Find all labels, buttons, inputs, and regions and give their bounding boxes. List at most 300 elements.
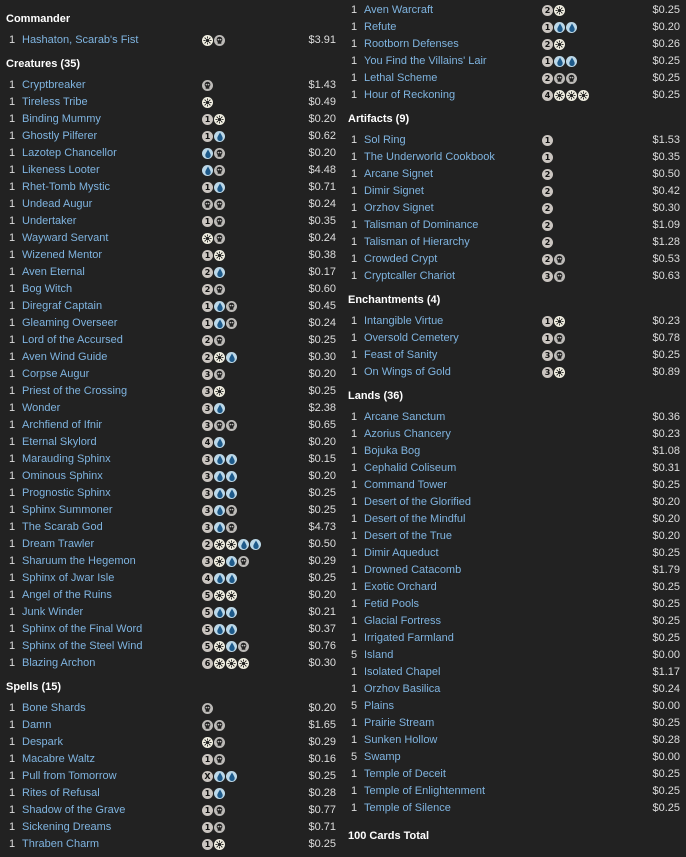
card-price: $0.25	[652, 717, 680, 729]
card-price: $0.00	[652, 700, 680, 712]
mana-cost	[202, 148, 225, 159]
card-name-link[interactable]: Undead Augur	[22, 198, 93, 210]
black-mana-icon	[214, 284, 225, 295]
card-qty: 1	[9, 164, 16, 176]
generic-mana-icon: 5	[202, 641, 213, 652]
section-heading: Enchantments (4)	[348, 294, 441, 306]
card-row	[0, 570, 342, 587]
card-price: $0.78	[652, 332, 680, 344]
card-name-link[interactable]: Cephalid Coliseum	[364, 462, 457, 474]
card-name-link[interactable]: Plains	[364, 700, 394, 712]
mana-cost	[542, 169, 553, 180]
card-name-link[interactable]: Damn	[22, 719, 52, 731]
card-qty: 1	[351, 496, 358, 508]
card-row	[0, 519, 342, 536]
card-name-link[interactable]: Orzhov Signet	[364, 202, 434, 214]
card-name-link[interactable]: Thraben Charm	[22, 838, 100, 850]
mana-cost	[202, 114, 225, 125]
blue-mana-icon	[202, 165, 213, 176]
card-qty: 1	[351, 270, 358, 282]
black-mana-icon	[226, 318, 237, 329]
card-name-link[interactable]: Ominous Sphinx	[22, 470, 103, 482]
generic-mana-icon: 1	[202, 250, 213, 261]
card-name-link[interactable]: Wayward Servant	[22, 232, 109, 244]
generic-mana-icon: 2	[542, 254, 553, 265]
card-row	[342, 364, 686, 381]
card-qty: 1	[9, 266, 16, 278]
card-qty: 1	[9, 402, 16, 414]
card-qty: 1	[9, 770, 16, 782]
blue-mana-icon	[214, 454, 225, 465]
generic-mana-icon: 1	[202, 216, 213, 227]
card-name-link[interactable]: Exotic Orchard	[364, 581, 437, 593]
card-price: $0.25	[652, 349, 680, 361]
card-name-link[interactable]: Corpse Augur	[22, 368, 90, 380]
black-mana-icon	[214, 420, 225, 431]
mana-cost	[202, 352, 237, 363]
card-price: $0.25	[652, 785, 680, 797]
mana-cost	[542, 203, 553, 214]
generic-mana-icon: 3	[202, 386, 213, 397]
card-qty: 1	[351, 428, 358, 440]
card-row	[0, 553, 342, 570]
card-row	[342, 251, 686, 268]
card-name-link[interactable]: Temple of Silence	[364, 802, 451, 814]
card-name-link[interactable]: Undertaker	[22, 215, 77, 227]
card-name-link[interactable]: Junk Winder	[22, 606, 84, 618]
card-price: $0.63	[652, 270, 680, 282]
generic-mana-icon: 3	[542, 367, 553, 378]
card-qty: 1	[9, 804, 16, 816]
generic-mana-icon: 2	[202, 352, 213, 363]
card-qty: 1	[9, 283, 16, 295]
mana-cost	[202, 182, 225, 193]
generic-mana-icon: 3	[202, 403, 213, 414]
card-row	[342, 268, 686, 285]
card-name-link[interactable]: Sphinx of the Final Word	[22, 623, 143, 635]
card-row	[342, 545, 686, 562]
card-row	[0, 400, 342, 417]
mana-cost	[202, 573, 237, 584]
mana-cost	[202, 590, 237, 601]
card-qty: 1	[9, 181, 16, 193]
card-price: $0.38	[308, 249, 336, 261]
section-heading: Commander	[6, 13, 71, 25]
card-row	[0, 264, 342, 281]
black-mana-icon	[554, 254, 565, 265]
white-mana-icon	[214, 352, 225, 363]
card-name-link[interactable]: Bojuka Bog	[364, 445, 421, 457]
blue-mana-icon	[566, 22, 577, 33]
card-qty: 1	[9, 79, 16, 91]
mana-cost	[542, 220, 553, 231]
card-name-link[interactable]: Shadow of the Grave	[22, 804, 126, 816]
card-qty: 1	[351, 89, 358, 101]
white-mana-icon	[578, 90, 589, 101]
card-qty: 1	[351, 4, 358, 16]
blue-mana-icon	[554, 22, 565, 33]
card-row	[342, 149, 686, 166]
card-qty: 1	[351, 411, 358, 423]
card-row	[342, 132, 686, 149]
mana-cost	[202, 607, 237, 618]
generic-mana-icon: 2	[542, 39, 553, 50]
card-row	[342, 53, 686, 70]
card-qty: 1	[351, 332, 358, 344]
mana-cost	[202, 641, 249, 652]
generic-mana-icon: 3	[202, 454, 213, 465]
card-qty: 1	[351, 38, 358, 50]
card-price: $0.24	[308, 198, 336, 210]
card-name-link[interactable]: Drowned Catacomb	[364, 564, 462, 576]
card-name-link[interactable]: Aven Warcraft	[364, 4, 434, 16]
mana-cost	[202, 199, 225, 210]
card-price: $0.24	[308, 317, 336, 329]
card-row	[0, 604, 342, 621]
card-row	[0, 332, 342, 349]
card-name-link[interactable]: Prognostic Sphinx	[22, 487, 111, 499]
mana-cost	[542, 39, 565, 50]
card-row	[342, 494, 686, 511]
card-name-link[interactable]: Cryptbreaker	[22, 79, 86, 91]
card-row	[0, 502, 342, 519]
card-row	[0, 315, 342, 332]
card-name-link[interactable]: Wizened Mentor	[22, 249, 103, 261]
card-name-link[interactable]: Crowded Crypt	[364, 253, 438, 265]
card-name-link[interactable]: Dream Trawler	[22, 538, 95, 550]
card-name-link[interactable]: Macabre Waltz	[22, 753, 95, 765]
generic-mana-icon: 3	[542, 271, 553, 282]
card-name-link[interactable]: Island	[364, 649, 394, 661]
card-price: $0.50	[308, 538, 336, 550]
blue-mana-icon	[226, 624, 237, 635]
card-name-link[interactable]: Arcane Sanctum	[364, 411, 446, 423]
mana-cost	[202, 771, 237, 782]
card-name-link[interactable]: Aven Wind Guide	[22, 351, 108, 363]
generic-mana-icon: 1	[202, 754, 213, 765]
card-name-link[interactable]: You Find the Villains' Lair	[364, 55, 487, 67]
card-name-link[interactable]: Sharuum the Hegemon	[22, 555, 136, 567]
card-name-link[interactable]: Prairie Stream	[364, 717, 435, 729]
card-name-link[interactable]: Gleaming Overseer	[22, 317, 118, 329]
card-name-link[interactable]: Oversold Cemetery	[364, 332, 459, 344]
blue-mana-icon	[566, 56, 577, 67]
card-qty: 1	[9, 538, 16, 550]
mana-cost	[202, 369, 225, 380]
card-row	[342, 664, 686, 681]
card-name-link[interactable]: Irrigated Farmland	[364, 632, 454, 644]
generic-mana-icon: 3	[202, 522, 213, 533]
card-name-link[interactable]: Wonder	[22, 402, 61, 414]
mana-cost	[202, 488, 237, 499]
card-price: $0.30	[308, 657, 336, 669]
generic-mana-icon: 1	[202, 822, 213, 833]
card-qty: 1	[9, 640, 16, 652]
card-qty: 1	[9, 470, 16, 482]
card-qty: 5	[351, 649, 358, 661]
card-qty: 1	[351, 581, 358, 593]
mana-cost	[202, 335, 225, 346]
card-name-link[interactable]: Fetid Pools	[364, 598, 420, 610]
card-name-link[interactable]: Diregraf Captain	[22, 300, 103, 312]
card-price: $0.25	[652, 768, 680, 780]
card-name-link[interactable]: Sphinx of Jwar Isle	[22, 572, 115, 584]
card-price: $0.35	[652, 151, 680, 163]
card-qty: 1	[351, 717, 358, 729]
blue-mana-icon	[250, 539, 261, 550]
card-price: $0.20	[308, 147, 336, 159]
card-price: $1.53	[652, 134, 680, 146]
card-qty: 1	[351, 530, 358, 542]
card-price: $0.20	[652, 530, 680, 542]
card-name-link[interactable]: Angel of the Ruins	[22, 589, 112, 601]
card-qty: 1	[9, 113, 16, 125]
card-qty: 1	[9, 215, 16, 227]
card-qty: 1	[351, 632, 358, 644]
card-name-link[interactable]: Marauding Sphinx	[22, 453, 111, 465]
card-name-link[interactable]: Bone Shards	[22, 702, 86, 714]
card-price: $0.71	[308, 181, 336, 193]
card-name-link[interactable]: Rhet-Tomb Mystic	[22, 181, 111, 193]
black-mana-icon	[214, 233, 225, 244]
card-row	[342, 460, 686, 477]
card-name-link[interactable]: Rootborn Defenses	[364, 38, 459, 50]
card-row	[342, 166, 686, 183]
generic-mana-icon: 1	[202, 839, 213, 850]
mana-cost	[202, 318, 237, 329]
generic-mana-icon: 1	[542, 316, 553, 327]
card-row	[342, 217, 686, 234]
card-name-link[interactable]: Aven Eternal	[22, 266, 85, 278]
blue-mana-icon	[214, 573, 225, 584]
card-price: $1.65	[308, 719, 336, 731]
generic-mana-icon: 1	[202, 131, 213, 142]
card-price: $0.20	[308, 702, 336, 714]
card-row	[342, 330, 686, 347]
section-heading: Lands (36)	[348, 390, 404, 402]
mana-cost	[202, 522, 237, 533]
card-row	[342, 715, 686, 732]
card-name-link[interactable]: Temple of Enlightenment	[364, 785, 486, 797]
white-mana-icon	[226, 590, 237, 601]
card-name-link[interactable]: Command Tower	[364, 479, 447, 491]
card-qty: 1	[351, 168, 358, 180]
mana-cost	[542, 90, 589, 101]
card-price: $0.45	[308, 300, 336, 312]
card-row	[0, 819, 342, 836]
card-name-link[interactable]: Priest of the Crossing	[22, 385, 128, 397]
card-row	[342, 70, 686, 87]
card-row	[0, 655, 342, 672]
card-qty: 1	[9, 453, 16, 465]
card-price: $0.20	[652, 496, 680, 508]
card-name-link[interactable]: Tireless Tribe	[22, 96, 88, 108]
card-name-link[interactable]: Archfiend of Ifnir	[22, 419, 103, 431]
card-qty: 1	[9, 198, 16, 210]
card-row	[0, 485, 342, 502]
card-row	[342, 732, 686, 749]
card-price: $0.25	[308, 770, 336, 782]
card-qty: 1	[351, 151, 358, 163]
blue-mana-icon	[226, 352, 237, 363]
card-name-link[interactable]: Azorius Chancery	[364, 428, 451, 440]
card-price: $0.20	[308, 589, 336, 601]
card-name-link[interactable]: Desert of the Mindful	[364, 513, 466, 525]
card-name-link[interactable]: Talisman of Hierarchy	[364, 236, 470, 248]
card-price: $4.73	[308, 521, 336, 533]
card-row	[0, 383, 342, 400]
generic-mana-icon: 3	[202, 488, 213, 499]
mana-cost	[202, 97, 213, 108]
black-mana-icon	[214, 754, 225, 765]
card-price: $0.53	[652, 253, 680, 265]
generic-mana-icon: 5	[202, 590, 213, 601]
blue-mana-icon	[214, 505, 225, 516]
card-price: $1.17	[652, 666, 680, 678]
card-name-link[interactable]: Desert of the Glorified	[364, 496, 471, 508]
card-row	[342, 443, 686, 460]
card-name-link[interactable]: Sphinx of the Steel Wind	[22, 640, 143, 652]
generic-mana-icon: 3	[202, 369, 213, 380]
generic-mana-icon: 2	[542, 73, 553, 84]
generic-mana-icon: 2	[202, 267, 213, 278]
mana-cost	[202, 233, 225, 244]
card-name-link[interactable]: Temple of Deceit	[364, 768, 446, 780]
card-name-link[interactable]: On Wings of Gold	[364, 366, 451, 378]
card-name-link[interactable]: Sol Ring	[364, 134, 406, 146]
card-name-link[interactable]: Sickening Dreams	[22, 821, 112, 833]
card-name-link[interactable]: Rites of Refusal	[22, 787, 100, 799]
card-row	[0, 734, 342, 751]
card-row	[342, 562, 686, 579]
card-row	[0, 366, 342, 383]
card-name-link[interactable]: Despark	[22, 736, 63, 748]
card-price: $0.25	[652, 615, 680, 627]
card-name-link[interactable]: Pull from Tomorrow	[22, 770, 117, 782]
card-name-link[interactable]: Talisman of Dominance	[364, 219, 479, 231]
card-name-link[interactable]: Dimir Aqueduct	[364, 547, 439, 559]
card-name-link[interactable]: Bog Witch	[22, 283, 73, 295]
card-name-link[interactable]: The Scarab God	[22, 521, 103, 533]
mana-cost	[542, 186, 553, 197]
blue-mana-icon	[214, 267, 225, 278]
card-price: $0.20	[308, 113, 336, 125]
card-row	[0, 179, 342, 196]
white-mana-icon	[214, 556, 225, 567]
card-name-link[interactable]: The Underworld Cookbook	[364, 151, 495, 163]
card-name-link[interactable]: Lazotep Chancellor	[22, 147, 117, 159]
card-qty: 1	[351, 666, 358, 678]
mana-cost	[202, 805, 225, 816]
card-qty: 1	[351, 785, 358, 797]
card-name-link[interactable]: Glacial Fortress	[364, 615, 442, 627]
card-price: $0.25	[308, 487, 336, 499]
card-qty: 1	[351, 72, 358, 84]
card-qty: 1	[9, 317, 16, 329]
card-name-link[interactable]: Refute	[364, 21, 397, 33]
card-row	[342, 749, 686, 766]
card-name-link[interactable]: Lethal Scheme	[364, 72, 438, 84]
card-price: $0.49	[308, 96, 336, 108]
card-row	[0, 751, 342, 768]
card-name-link[interactable]: Isolated Chapel	[364, 666, 441, 678]
white-mana-icon	[214, 539, 225, 550]
card-name-link[interactable]: Cryptcaller Chariot	[364, 270, 456, 282]
card-price: $0.25	[652, 89, 680, 101]
black-mana-icon	[214, 35, 225, 46]
card-name-link[interactable]: Sunken Hollow	[364, 734, 438, 746]
blue-mana-icon	[214, 131, 225, 142]
generic-mana-icon: 1	[542, 135, 553, 146]
card-name-link[interactable]: Binding Mummy	[22, 113, 101, 125]
card-price: $0.62	[308, 130, 336, 142]
card-qty: 1	[351, 615, 358, 627]
white-mana-icon	[202, 97, 213, 108]
black-mana-icon	[226, 420, 237, 431]
card-name-link[interactable]: Orzhov Basilica	[364, 683, 441, 695]
card-price: $0.28	[652, 734, 680, 746]
card-qty: 1	[351, 315, 358, 327]
card-price: $4.48	[308, 164, 336, 176]
card-name-link[interactable]: Swamp	[364, 751, 401, 763]
card-row	[0, 468, 342, 485]
card-price: $0.25	[308, 572, 336, 584]
card-price: $0.17	[308, 266, 336, 278]
card-name-link[interactable]: Intangible Virtue	[364, 315, 444, 327]
card-name-link[interactable]: Hashaton, Scarab's Fist	[22, 34, 139, 46]
card-row	[342, 200, 686, 217]
black-mana-icon	[214, 199, 225, 210]
card-name-link[interactable]: Feast of Sanity	[364, 349, 438, 361]
card-qty: 1	[9, 623, 16, 635]
mana-cost	[542, 135, 553, 146]
white-mana-icon	[202, 737, 213, 748]
black-mana-icon	[554, 350, 565, 361]
card-name-link[interactable]: Eternal Skylord	[22, 436, 97, 448]
card-name-link[interactable]: Hour of Reckoning	[364, 89, 456, 101]
card-qty: 1	[9, 351, 16, 363]
card-name-link[interactable]: Likeness Looter	[22, 164, 100, 176]
card-row	[0, 802, 342, 819]
black-mana-icon	[238, 641, 249, 652]
blue-mana-icon	[226, 471, 237, 482]
card-name-link[interactable]: Ghostly Pilferer	[22, 130, 98, 142]
card-qty: 1	[351, 55, 358, 67]
card-row	[342, 87, 686, 104]
white-mana-icon	[214, 250, 225, 261]
card-name-link[interactable]: Blazing Archon	[22, 657, 96, 669]
card-name-link[interactable]: Dimir Signet	[364, 185, 424, 197]
generic-mana-icon: 4	[202, 437, 213, 448]
card-row	[0, 230, 342, 247]
card-name-link[interactable]: Desert of the True	[364, 530, 453, 542]
card-price: $1.09	[652, 219, 680, 231]
blue-mana-icon	[214, 788, 225, 799]
generic-mana-icon: X	[202, 771, 213, 782]
white-mana-icon	[226, 658, 237, 669]
generic-mana-icon: 1	[202, 114, 213, 125]
card-qty: 1	[9, 572, 16, 584]
generic-mana-icon: 2	[202, 335, 213, 346]
card-name-link[interactable]: Arcane Signet	[364, 168, 434, 180]
generic-mana-icon: 3	[202, 556, 213, 567]
card-name-link[interactable]: Sphinx Summoner	[22, 504, 113, 516]
card-price: $0.25	[308, 334, 336, 346]
card-qty: 1	[9, 504, 16, 516]
generic-mana-icon: 1	[542, 56, 553, 67]
card-row	[342, 511, 686, 528]
card-name-link[interactable]: Lord of the Accursed	[22, 334, 123, 346]
